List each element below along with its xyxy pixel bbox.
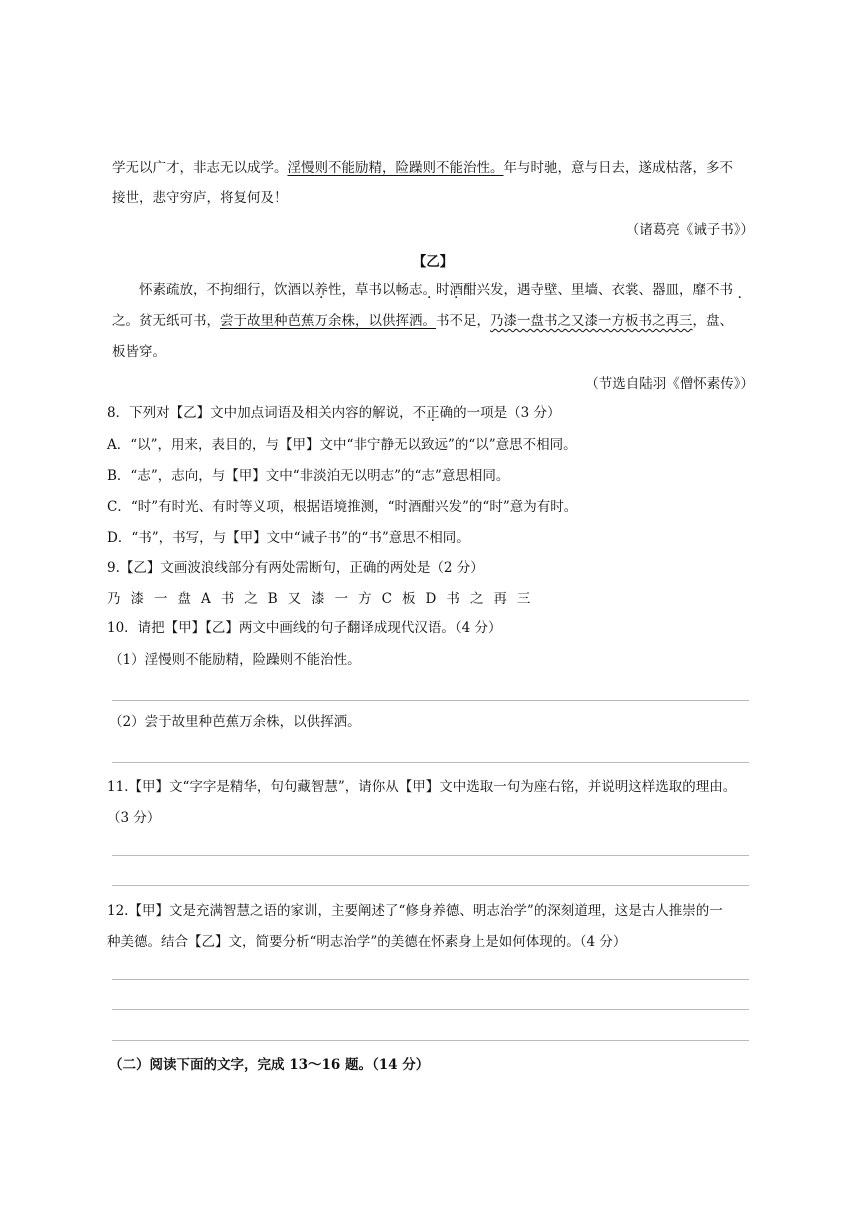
answer-line[interactable] [112,699,749,701]
answer-line[interactable] [112,884,749,886]
yi-text-line-3: 板皆穿。 [112,344,166,360]
jia-underlined-sentence: 淫慢则不能励精，险躁则不能治性。 [287,160,504,176]
answer-line[interactable] [112,854,749,856]
yi-text-line-2 [112,311,733,331]
jia-source: （诸葛亮《诫子书》） [625,222,754,238]
yi-text-segment: 书不足， [436,313,490,329]
yi-text-segment: ，盘、 [692,313,733,329]
question-11-line-2: （3 分） [107,810,161,826]
dotted-word-shu: 书 [719,282,733,298]
jia-text-line-1 [112,158,733,178]
question-10-sentence-2: （2）尝于故里种芭蕉万余株，以供挥洒。 [109,714,361,730]
question-8-stem [107,403,560,423]
question-10-stem: 10．请把【甲】【乙】两文中画线的句子翻译成现代汉语。（4 分） [107,620,502,636]
yi-heading: 【乙】 [412,254,454,270]
dotted-word-zhi: 志 [409,282,423,298]
yi-text-segment: 酒酣兴发，遇寺壁、里墙、衣裳、器皿，靡不 [449,282,720,298]
question-11-line-1: 11.【甲】文“字字是精华，句句藏智慧”，请你从【甲】文中选取一句为座右铭，并说明这样选取的理由。 [107,779,737,795]
jia-text-line-2: 接世，悲守穷庐，将复何及！ [112,190,288,206]
yi-text-line-1 [112,280,733,300]
q8-dotted-emphasis: 不正确 [412,405,454,421]
question-9-sequence: 乃漆一盘A书之B又漆一方C板D书之再三 [107,591,541,607]
q8-stem-text: 8．下列对【乙】文中加点词语及相关内容的解说， [107,405,413,421]
yi-text-segment: 养性，草书以畅 [314,282,409,298]
jia-text-segment: 年与时驰，意与日去，遂成枯落，多不 [503,160,733,176]
dotted-word-yi: 以 [301,282,315,298]
question-10-sentence-1: （1）淫慢则不能励精，险躁则不能治性。 [109,652,361,668]
yi-underlined-sentence: 尝于故里种芭蕉万余株，以供挥洒。 [220,313,436,329]
question-12-line-2: 种美德。结合【乙】文，简要分析“明志治学”的美德在怀素身上是如何体现的。（4 分） [107,934,627,950]
answer-line[interactable] [112,1039,749,1041]
dotted-word-shi: 时 [436,282,450,298]
question-9-stem: 9.【乙】文画波浪线部分有两处需断句，正确的两处是（2 分） [107,560,484,576]
yi-text-segment: 怀素疏放，不拘细行，饮酒 [139,282,301,298]
answer-line[interactable] [112,1008,749,1010]
yi-text-segment: 。 [422,282,436,298]
question-8-option-b: B．“志”，志向，与【甲】文中“非淡泊无以明志”的“志”意思相同。 [107,468,510,484]
section-2-heading: （二）阅读下面的文字，完成 13～16 题。（14 分） [109,1057,430,1073]
yi-text-segment: 之。贫无纸可书， [112,313,220,329]
yi-source: （节选自陆羽《僧怀素传》） [585,376,754,392]
answer-line[interactable] [112,978,749,980]
question-12-line-1: 12.【甲】文是充满智慧之语的家训，主要阐述了“修身养德、明志治学”的深刻道理，这是古人推崇的一 [107,903,723,919]
question-8-option-d: D．“书”，书写，与【甲】文中“诫子书”的“书”意思不相同。 [107,530,470,546]
answer-line[interactable] [112,761,749,763]
jia-text-segment: 学无以广才，非志无以成学。 [112,160,288,176]
q8-stem-text: 的一项是（3 分） [453,405,561,421]
question-8-option-c: C．“时”有时光、有时等义项，根据语境推测，“时酒酣兴发”的“时”意为有时。 [107,499,578,515]
question-8-option-a: A．“以”，用来，表目的，与【甲】文中“非宁静无以致远”的“以”意思不相同。 [107,437,577,453]
yi-wavy-underlined-sentence: 乃漆一盘书之又漆一方板书之再三 [490,313,693,329]
